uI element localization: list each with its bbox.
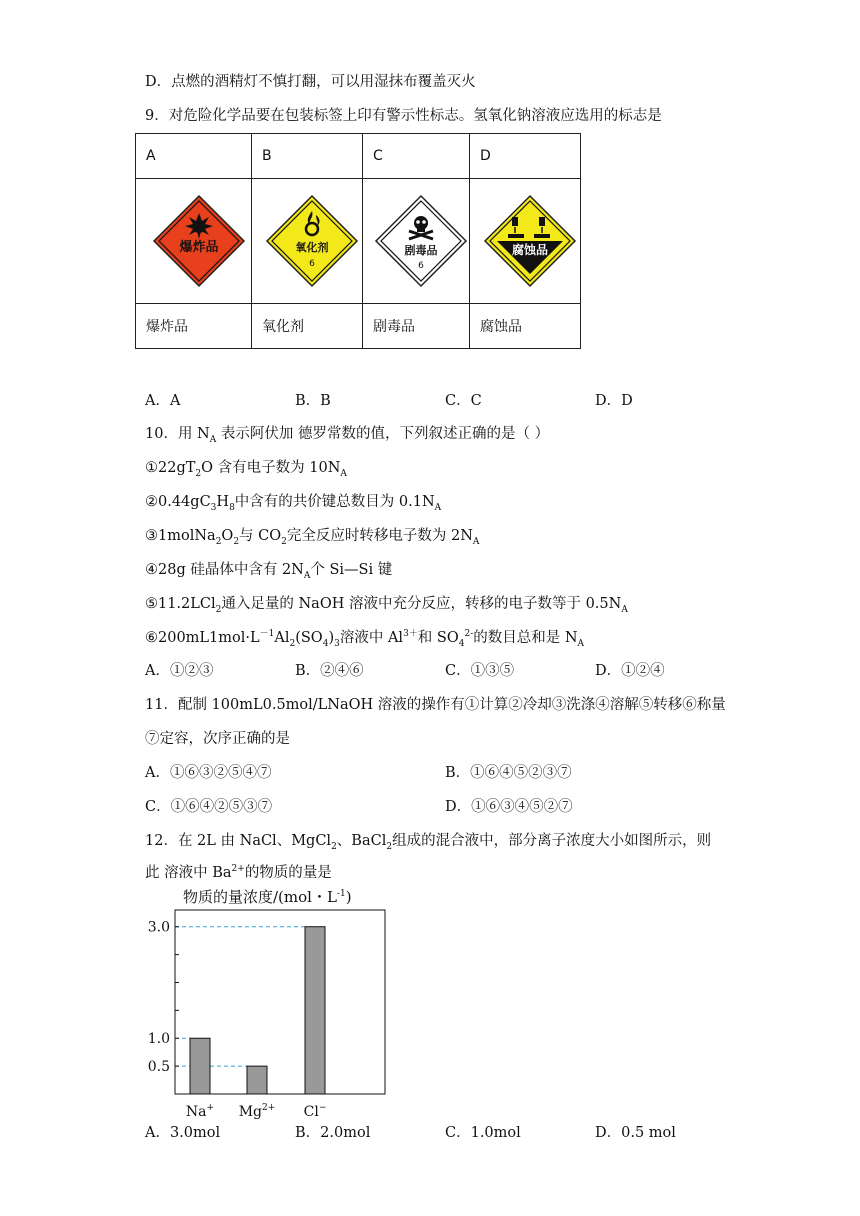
- hazard-sign-table: [135, 133, 581, 349]
- q10-option-c: C．①③⑤: [445, 663, 515, 679]
- col-header-a: A: [136, 134, 252, 179]
- q9-stem: 9．对危险化学品要在包装标签上印有警示性标志。氢氧化钠溶液应选用的标志是: [145, 108, 662, 124]
- explosive-sign-cell: [136, 179, 252, 304]
- q12-option-a: A．3.0mol: [145, 1125, 221, 1141]
- q8-option-d: D．点燃的酒精灯不慎打翻，可以用湿抹布覆盖灭火: [145, 74, 476, 90]
- q12-option-c: C．1.0mol: [445, 1125, 521, 1141]
- oxidizer-sign-icon: [264, 193, 360, 289]
- label-corrosive: 腐蚀品: [470, 304, 581, 349]
- oxidizer-sign-cell: [252, 179, 363, 304]
- q10-statement-6: $⑥200mL1mol\cdot L^{-1}Al_2(SO_4)_3$溶液中 $Al^{3+}$和 $SO_4^{2-}$的数目总和是 $N_A$: [145, 629, 585, 649]
- explosive-sign-text: 爆炸品: [178, 240, 219, 255]
- q12-stem-line-2: 此 溶液中 $Ba^{2+}$的物质的量是: [145, 864, 332, 881]
- q10-statement-1: $①22gT_2O$ 含有电子数为 $10N_A$: [145, 460, 347, 479]
- q10-statement-2: $②0.44gC_3H_8$中含有的共价键总数目为 $0.1N_A$: [145, 494, 442, 513]
- x-label-mg: $Mg^{2+}$: [238, 1103, 276, 1120]
- q9-option-b: B．B: [295, 393, 331, 409]
- col-header-c: C: [363, 134, 470, 179]
- toxic-sign-cell: [363, 179, 470, 304]
- label-oxidizer: 氧化剂: [252, 304, 363, 349]
- bar-mg: [247, 1066, 267, 1094]
- chart-ylabel: 物质的量浓度/(mol・$L^{-1}$): [183, 888, 352, 906]
- col-header-d: D: [470, 134, 581, 179]
- y-tick-label: 1.0: [147, 1031, 170, 1048]
- explosive-sign-icon: [151, 193, 247, 289]
- y-tick-label: 0.5: [147, 1059, 170, 1076]
- q9-option-a: A．A: [145, 393, 181, 409]
- toxic-sign-icon: [373, 193, 469, 289]
- q12-stem-line-1: 12．在 2L 由 NaCl、MgCl$_2$、BaCl$_2$组成的混合液中，部分离子浓度大小如图所示，则: [145, 833, 712, 852]
- q10-option-b: B．②④⑥: [295, 663, 364, 679]
- q11-option-d: D．①⑥③④⑤②⑦: [445, 799, 573, 815]
- bar-cl: [305, 927, 325, 1094]
- q11-stem-line-1: 11．配制 100mL0.5mol/LNaOH 溶液的操作有①计算②冷却③洗涤④溶解⑤转移⑥称量: [145, 697, 726, 713]
- oxidizer-sign-class: 6: [309, 259, 315, 269]
- q11-stem-line-2: ⑦定容，次序正确的是: [145, 731, 290, 747]
- toxic-sign-text: 剧毒品: [404, 244, 438, 257]
- q10-statement-4: ④28g 硅晶体中含有 $2N_A$个 Si—Si 键: [145, 562, 393, 581]
- x-label-na: Na+: [185, 1103, 215, 1120]
- corrosive-sign-cell: [470, 179, 581, 304]
- q10-statement-5: ⑤11.2LCl$_2$通入足量的 NaOH 溶液中充分反应，转移的电子数等于 $0.5N_A$: [145, 596, 628, 615]
- corrosive-sign-text: 腐蚀品: [511, 243, 549, 257]
- oxidizer-sign-text: 氧化剂: [295, 241, 329, 254]
- q11-option-a: A．①⑥③②⑤④⑦: [145, 765, 272, 781]
- q10-option-a: A．①②③: [145, 663, 214, 679]
- q10-option-d: D．①②④: [595, 663, 665, 679]
- y-tick-label: 3.0: [147, 919, 170, 936]
- q11-option-c: C．①⑥④②⑤③⑦: [145, 799, 273, 815]
- x-label-cl: Cl−: [303, 1103, 327, 1120]
- ion-concentration-chart: [135, 885, 405, 1123]
- corrosive-sign-icon: [482, 193, 578, 289]
- q12-option-d: D．0.5 mol: [595, 1125, 676, 1141]
- label-toxic: 剧毒品: [363, 304, 470, 349]
- q9-option-c: C．C: [445, 393, 482, 409]
- q11-option-b: B．①⑥④⑤②③⑦: [445, 765, 572, 781]
- q10-statement-3: $③1molNa_2O_2$与 $CO_2$完全反应时转移电子数为 $2N_A$: [145, 528, 480, 547]
- q12-option-b: B．2.0mol: [295, 1125, 371, 1141]
- q10-stem: 10．用 $N_A$ 表示阿伏加 德罗常数的值，下列叙述正确的是（ ）: [145, 426, 550, 445]
- col-header-b: B: [252, 134, 363, 179]
- label-explosive: 爆炸品: [136, 304, 252, 349]
- q9-option-d: D．D: [595, 393, 633, 409]
- toxic-sign-class: 6: [418, 261, 424, 271]
- bar-na: [190, 1038, 210, 1094]
